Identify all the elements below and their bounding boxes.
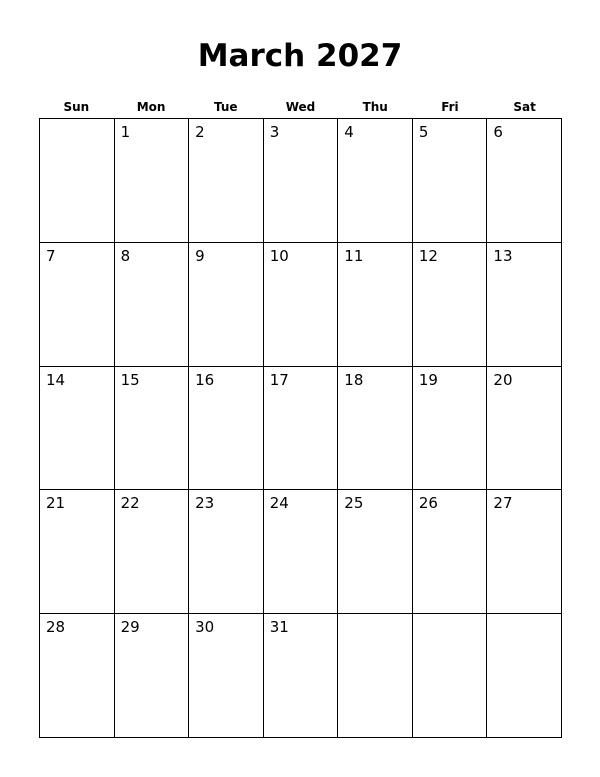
- day-cell: 30: [189, 614, 264, 738]
- weekday-mon: Mon: [136, 100, 166, 114]
- day-cell: 18: [338, 367, 413, 491]
- day-cell: [487, 614, 562, 738]
- day-cell: 6: [487, 119, 562, 243]
- day-cell: 7: [40, 243, 115, 367]
- day-cell: 10: [264, 243, 339, 367]
- day-cell: 4: [338, 119, 413, 243]
- weekday-tue: Tue: [214, 100, 238, 114]
- day-cell: 15: [115, 367, 190, 491]
- weekday-sun: Sun: [63, 100, 90, 114]
- day-cell: 29: [115, 614, 190, 738]
- day-cell: 12: [413, 243, 488, 367]
- day-cell: 25: [338, 490, 413, 614]
- calendar-title: March 2027: [197, 38, 403, 74]
- weekday-wed: Wed: [285, 100, 316, 114]
- day-cell: 13: [487, 243, 562, 367]
- weekday-thu: Thu: [362, 100, 388, 114]
- day-cell: 19: [413, 367, 488, 491]
- day-cell: 3: [264, 119, 339, 243]
- day-cell: [338, 614, 413, 738]
- day-cell: 2: [189, 119, 264, 243]
- day-cell: 24: [264, 490, 339, 614]
- day-cell: 23: [189, 490, 264, 614]
- day-cell: 17: [264, 367, 339, 491]
- day-cell: 28: [40, 614, 115, 738]
- day-cell: 9: [189, 243, 264, 367]
- day-cell: 5: [413, 119, 488, 243]
- day-cell: 31: [264, 614, 339, 738]
- day-cell: 8: [115, 243, 190, 367]
- weekday-header-row: [39, 99, 562, 115]
- weekday-fri: Fri: [441, 100, 459, 114]
- weekday-sat: Sat: [513, 100, 536, 114]
- day-cell: 27: [487, 490, 562, 614]
- day-cell: 14: [40, 367, 115, 491]
- day-cell: 16: [189, 367, 264, 491]
- day-cell: 20: [487, 367, 562, 491]
- day-cell: 21: [40, 490, 115, 614]
- day-cell: 11: [338, 243, 413, 367]
- day-cell: 26: [413, 490, 488, 614]
- calendar-grid: [39, 118, 562, 738]
- day-cell: [413, 614, 488, 738]
- day-cell: 22: [115, 490, 190, 614]
- day-cell: [40, 119, 115, 243]
- day-cell: 1: [115, 119, 190, 243]
